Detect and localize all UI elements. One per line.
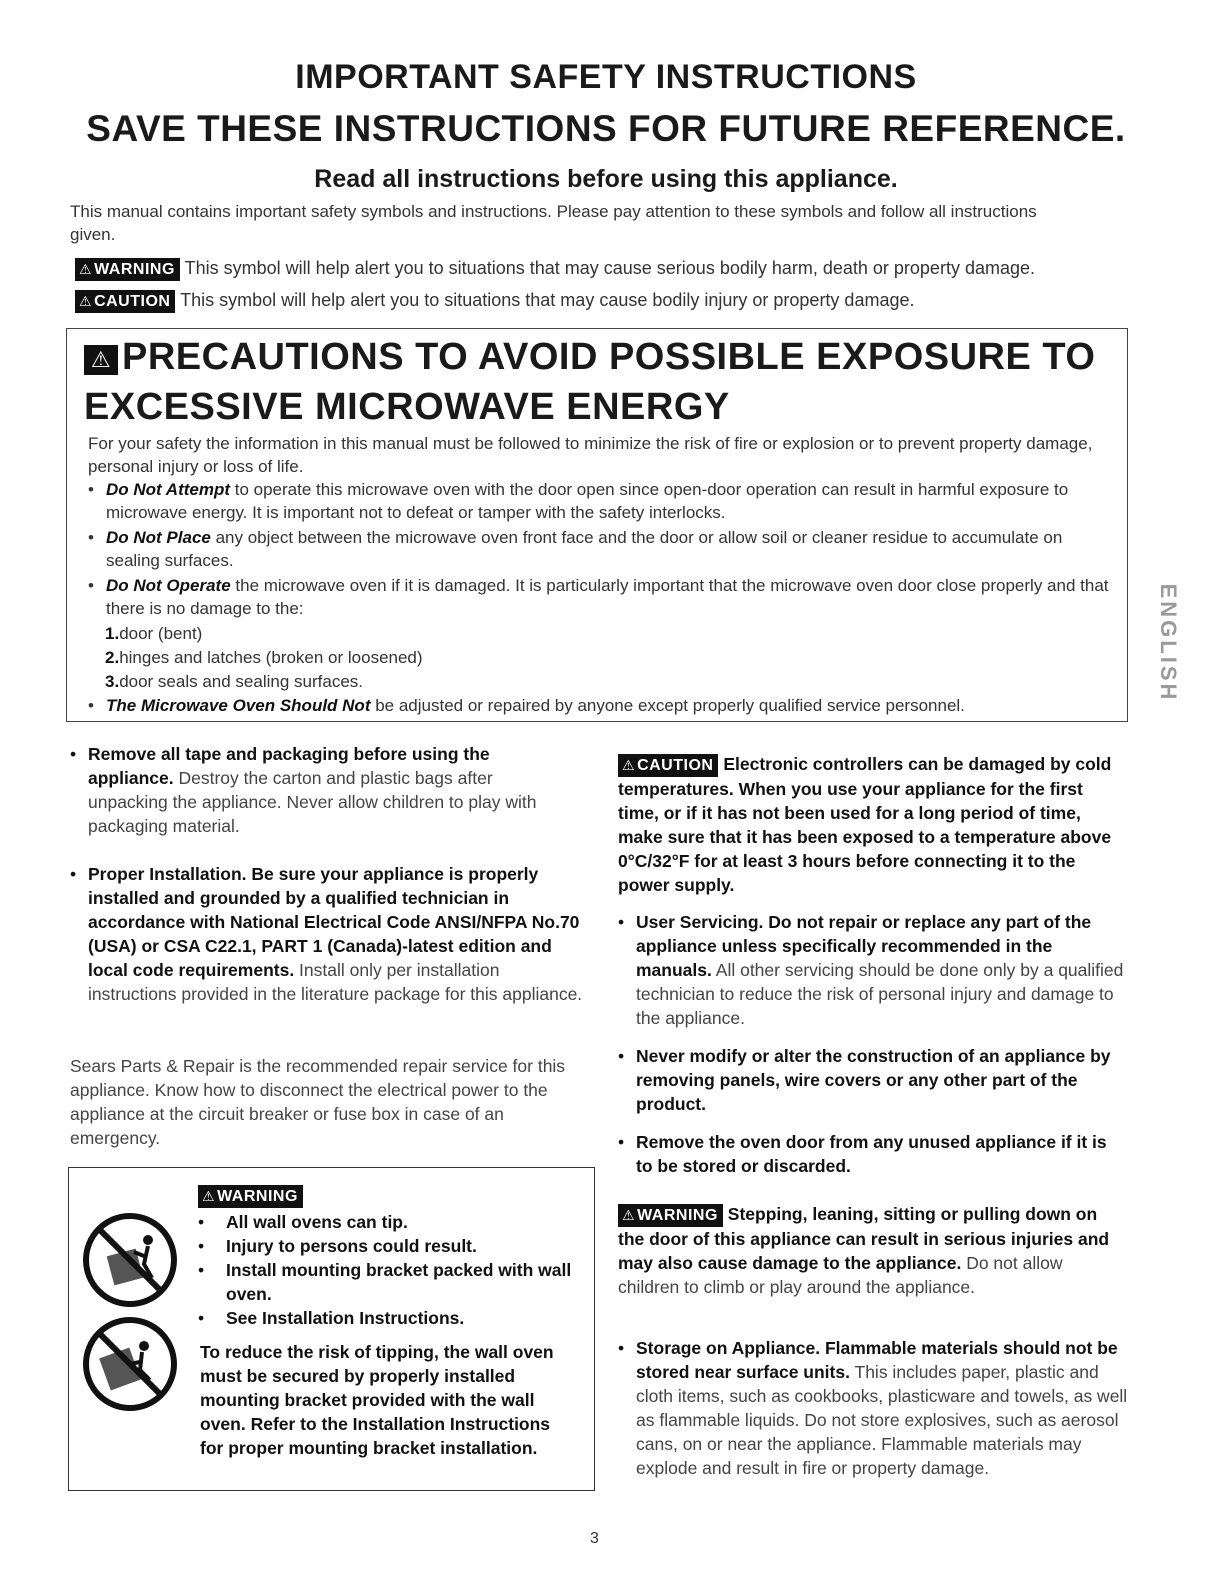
never-modify-text: Never modify or alter the construction of an appliance by removing panels, wire covers or any other part of the product. [636, 1046, 1111, 1114]
bullet-icon: • [88, 576, 94, 595]
remove-tape-bold: Remove all tape and packaging before using the appliance. [88, 744, 490, 788]
storage-item [618, 1336, 1128, 1480]
precaution-item [88, 694, 1113, 717]
anti-tip-bullet-text: Injury to persons could result. [226, 1236, 477, 1256]
precautions-title [84, 332, 1114, 432]
precautions-title-text: PRECAUTIONS TO AVOID POSSIBLE EXPOSURE TO EXCESSIVE MICROWAVE ENERGY [84, 336, 1096, 428]
warning-badge-label: WARNING [637, 1207, 718, 1224]
sub-item-text: hinges and latches (broken or loosened) [119, 648, 423, 667]
bullet-icon: • [88, 480, 94, 499]
stepping-bold: Stepping, leaning, sitting or pulling down on the door of this appliance can result in serious injuries and may also cause damage to the appliance. [618, 1204, 1110, 1273]
precaution-text: be adjusted or repaired by anyone except properly qualified service personnel. [370, 696, 965, 715]
installation-text: Install only per installation instructions provided in the literature package for this appliance. [88, 960, 583, 1004]
bullet-icon: • [88, 696, 94, 715]
precaution-text: to operate this microwave oven with the door open since open-door operation can result in harmful exposure to microwave energy. It is important not to defeat or tamper with the safety interlocks. [106, 480, 1069, 522]
anti-tip-warning-badge-wrap [198, 1185, 303, 1208]
bullet-icon: • [618, 912, 625, 932]
bullet-icon: • [618, 1338, 625, 1358]
intro-paragraph: This manual contains important safety symbols and instructions. Please pay attention to these symbols and follow all instructions given. [70, 202, 1037, 244]
remove-tape-item [70, 742, 570, 838]
language-side-tab [1148, 578, 1188, 718]
stepping-text: Do not allow children to climb or play around the appliance. [618, 1253, 1063, 1297]
remove-oven-door-item [618, 1130, 1128, 1178]
sub-item-num: 1. [105, 624, 120, 643]
bullet-icon: • [198, 1308, 205, 1328]
warning-triangle-icon: ⚠ [79, 261, 93, 277]
page-number: 3 [590, 1530, 599, 1547]
page-title: IMPORTANT SAFETY INSTRUCTIONS [295, 58, 917, 96]
caution-triangle-icon: ⚠ [622, 757, 636, 773]
cold-temperature-caution [618, 752, 1128, 897]
oven-tipping-icon [82, 1316, 178, 1412]
precaution-lead: Do Not Attempt [106, 480, 231, 499]
caution-triangle-icon: ⚠ [79, 293, 93, 309]
user-servicing-bold: User Servicing. Do not repair or replace any part of the appliance unless specifically recommended in the manuals. [636, 912, 1092, 980]
precaution-lead: The Microwave Oven Should Not [106, 696, 371, 715]
precaution-text: the microwave oven if it is damaged. It is particularly important that the microwave oven door close properly and that there is no damage to the: [106, 576, 1109, 618]
cold-temperature-text: Electronic controllers can be damaged by cold temperatures. When you use your appliance for the first time, or if it has not been used for a long period of time, make sure that it has been exposed to a temperature above 0°C/32°F for at least 3 hours before connecting it to the power supply. [618, 754, 1112, 895]
caution-badge-label: CAUTION [637, 757, 714, 774]
remove-tape-text: Destroy the carton and plastic bags after unpacking the appliance. Never allow children to play with packaging material. [88, 768, 537, 836]
user-servicing-item [618, 910, 1128, 1030]
warning-badge [198, 1185, 303, 1208]
bullet-icon: • [88, 528, 94, 547]
bullet-icon: • [70, 864, 77, 884]
anti-tip-bullet [198, 1306, 578, 1330]
anti-tip-bullet [198, 1210, 578, 1234]
bullet-icon: • [198, 1260, 205, 1280]
bullet-icon: • [618, 1046, 625, 1066]
caution-symbol-text: This symbol will help alert you to situations that may cause bodily injury or property damage. [180, 290, 915, 310]
anti-tip-paragraph-text: To reduce the risk of tipping, the wall oven must be secured by properly installed mounting bracket provided with the wall oven. Refer to the Installation Instructions for proper mounting bracket installation. [200, 1342, 554, 1458]
anti-tip-bullet-text: Install mounting bracket packed with wall oven. [226, 1260, 572, 1304]
user-servicing-text: All other servicing should be done only by a qualified technician to reduce the risk of personal injury and damage to the appliance. [636, 960, 1124, 1028]
anti-tip-paragraph [200, 1340, 570, 1460]
sub-item-num: 3. [105, 672, 120, 691]
sub-item [105, 622, 202, 645]
precaution-text: any object between the microwave oven front face and the door or allow soil or cleaner residue to accumulate on sealing surfaces. [106, 528, 1063, 570]
stepping-warning [618, 1202, 1128, 1299]
precaution-item [88, 526, 1113, 572]
warning-triangle-icon: ⚠ [622, 1207, 636, 1223]
sub-item [105, 646, 423, 669]
sears-paragraph: Sears Parts & Repair is the recommended repair service for this appliance. Know how to disconnect the electrical power to the appliance at the circuit breaker or fuse box in case of an emergency. [70, 1056, 566, 1148]
anti-tip-bullet [198, 1258, 578, 1306]
sub-item-text: door seals and sealing surfaces. [119, 672, 363, 691]
caution-badge-label: CAUTION [94, 293, 171, 310]
page-subtitle: SAVE THESE INSTRUCTIONS FOR FUTURE REFERENCE. [86, 108, 1126, 149]
language-label: ENGLISH [1156, 583, 1181, 703]
precaution-item [88, 478, 1113, 524]
bullet-icon: • [198, 1236, 205, 1256]
warning-badge-label: WARNING [94, 261, 175, 278]
warning-symbol-text: This symbol will help alert you to situations that may cause serious bodily harm, death or property damage. [184, 258, 1035, 278]
warning-badge-label: WARNING [217, 1188, 298, 1205]
remove-oven-door-text: Remove the oven door from any unused appliance if it is to be stored or discarded. [636, 1132, 1107, 1176]
precaution-lead: Do Not Place [106, 528, 211, 547]
bullet-icon: • [618, 1132, 625, 1152]
storage-bold: Storage on Appliance. Flammable materials should not be stored near surface units. [636, 1338, 1118, 1382]
no-tipping-icon [82, 1212, 178, 1308]
never-modify-item [618, 1044, 1128, 1116]
warning-symbol-row [75, 258, 1155, 281]
warning-badge [618, 1204, 723, 1227]
warning-triangle-icon: ⚠ [202, 1188, 216, 1204]
caution-badge [618, 754, 718, 777]
bullet-icon: • [198, 1212, 205, 1232]
caution-badge [75, 290, 175, 313]
sub-item-num: 2. [105, 648, 120, 667]
warning-badge [75, 258, 180, 281]
anti-tip-bullet-text: All wall ovens can tip. [226, 1212, 408, 1232]
sub-item-text: door (bent) [119, 624, 203, 643]
bullet-icon: • [70, 744, 77, 764]
anti-tip-bullets [198, 1210, 578, 1330]
precaution-lead: Do Not Operate [106, 576, 231, 595]
read-instructions-heading: Read all instructions before using this appliance. [314, 165, 898, 193]
warning-square-icon: ⚠ [84, 345, 118, 375]
precautions-intro: For your safety the information in this manual must be followed to minimize the risk of fire or explosion or to prevent property damage, personal injury or loss of life. [88, 434, 1093, 476]
precaution-item [88, 574, 1113, 620]
sub-item [105, 670, 363, 693]
storage-text: This includes paper, plastic and cloth items, such as cookbooks, plasticware and towels, as well as flammable liquids. Do not store explosives, such as aerosol cans, on or near the appliance. Flammable materials may explode and result in fire or property damage. [636, 1362, 1128, 1478]
installation-bold: Proper Installation. Be sure your appliance is properly installed and grounded by a qualified technician in accordance with National Electrical Code ANSI/NFPA No.70 (USA) or CSA C22.1, PART 1 (Canada)-latest edition and local code requirements. [88, 864, 580, 980]
caution-symbol-row [75, 290, 1155, 313]
anti-tip-bullet-text: See Installation Instructions. [226, 1308, 465, 1328]
installation-item [70, 862, 590, 1006]
anti-tip-bullet [198, 1234, 578, 1258]
